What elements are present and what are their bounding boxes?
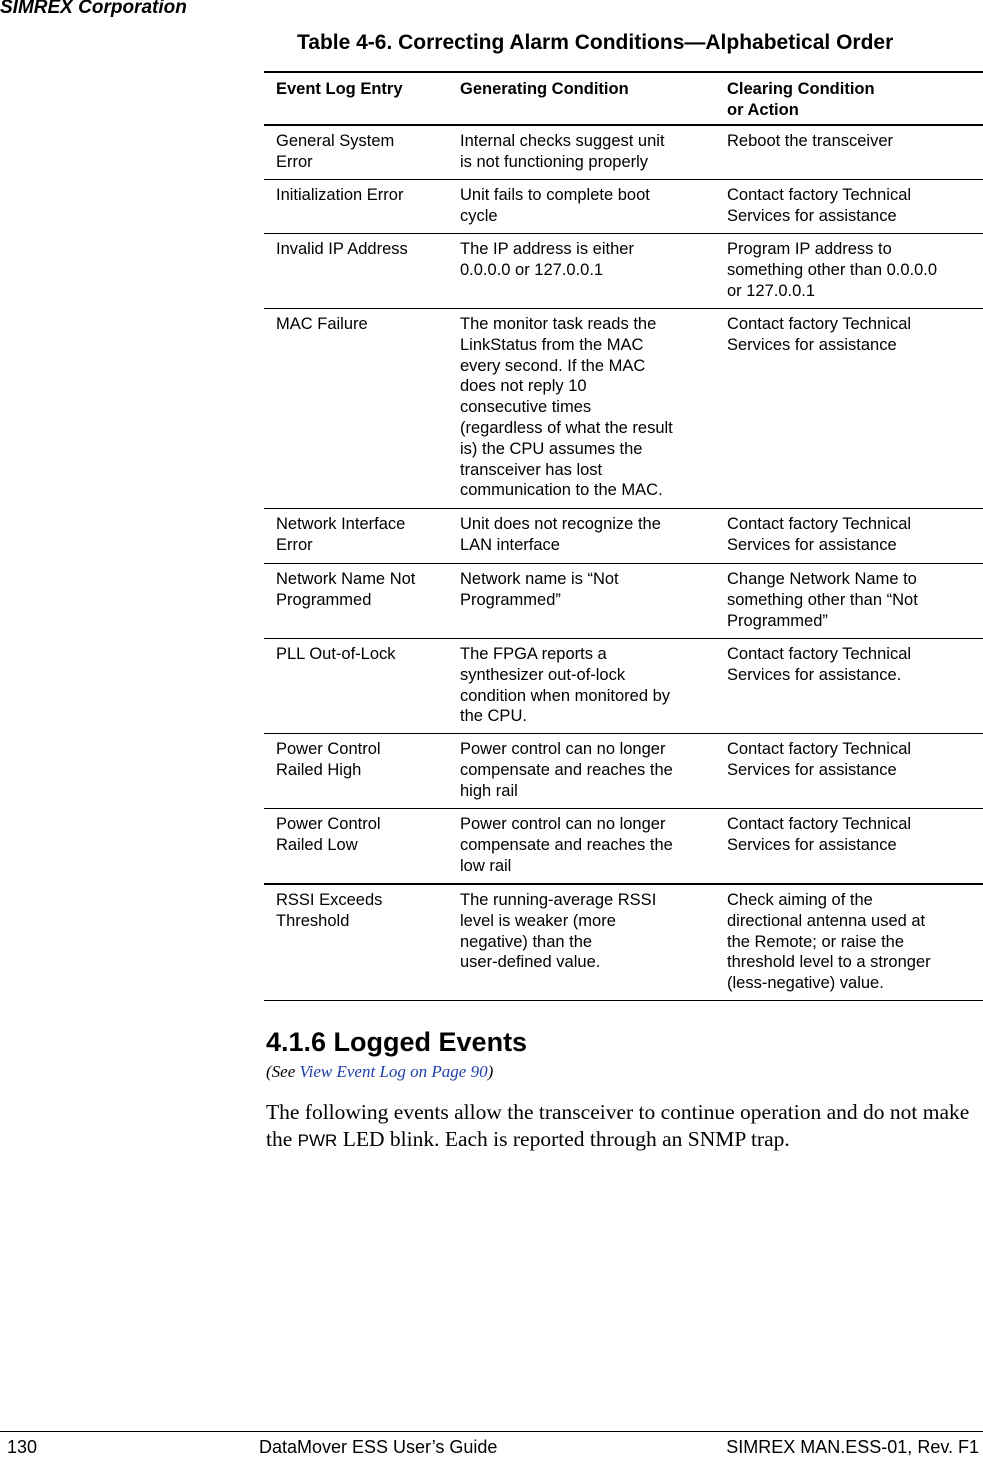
cell-clearing: Contact factory Technical Services for assistance: [727, 186, 912, 225]
company-header: SIMREX Corporation: [0, 0, 187, 18]
cross-reference: [266, 1062, 493, 1082]
cell-event: General System Error: [276, 132, 395, 171]
cell-generating: Unit does not recognize the LAN interface: [460, 515, 661, 554]
body-paragraph: [266, 1099, 978, 1154]
cell-clearing: Contact factory Technical Services for assistance: [727, 815, 912, 854]
footer-divider: [0, 1431, 983, 1432]
cell-clearing: Check aiming of the directional antenna used at the Remote; or raise the threshold level to a stronger (less-negative) value.: [727, 891, 931, 993]
table-title: Table 4-6. Correcting Alarm Conditions—Alphabetical Order: [297, 31, 894, 54]
cell-generating: The FPGA reports a synthesizer out-of-lock condition when monitored by the CPU.: [460, 645, 671, 726]
body-text-part1: The following events allow the transceiver to continue operation and do not make the: [266, 1100, 970, 1151]
column-header-event-log-entry: Event Log Entry: [276, 80, 403, 98]
cell-generating: The IP address is either 0.0.0.0 or 127.0.0.1: [460, 240, 634, 279]
cell-clearing: Reboot the transceiver: [727, 132, 894, 150]
cell-clearing: Program IP address to something other than 0.0.0.0 or 127.0.0.1: [727, 240, 938, 300]
column-header-generating-condition: Generating Condition: [460, 80, 629, 98]
document-id: SIMREX MAN.ESS-01, Rev. F1: [726, 1437, 979, 1457]
table-row: [264, 809, 983, 885]
cell-generating: Network name is “Not Programmed”: [460, 570, 619, 609]
cell-generating: The monitor task reads the LinkStatus from the MAC every second. If the MAC does not reply 10 consecutive times (regardless of what the result is) the CPU assumes the transceiver has lost communication to the MAC.: [460, 315, 673, 500]
table-row: [264, 734, 983, 809]
table-row: [264, 885, 983, 1001]
table-row: [264, 564, 983, 639]
cell-event: Power Control Railed Low: [276, 815, 381, 854]
body-text-part2: LED blink. Each is reported through an SNMP trap.: [337, 1127, 790, 1151]
cell-event: RSSI Exceeds Threshold: [276, 891, 383, 930]
cell-generating: Power control can no longer compensate and reaches the high rail: [460, 740, 673, 800]
alarm-conditions-table: [264, 71, 983, 1001]
see-prefix: (See: [266, 1062, 300, 1081]
cell-clearing: Contact factory Technical Services for assistance.: [727, 645, 912, 684]
pwr-led-label: PWR: [297, 1131, 338, 1150]
cell-clearing: Contact factory Technical Services for assistance: [727, 315, 912, 354]
cell-event: Network Interface Error: [276, 515, 406, 554]
cell-clearing: Contact factory Technical Services for assistance: [727, 515, 912, 554]
table-row: [264, 126, 983, 180]
cell-clearing: Contact factory Technical Services for assistance: [727, 740, 912, 779]
column-header-clearing-condition: Clearing Condition or Action: [727, 80, 875, 119]
cell-event: Power Control Railed High: [276, 740, 381, 779]
table-row: [264, 509, 983, 564]
cell-generating: Unit fails to complete boot cycle: [460, 186, 650, 225]
cell-event: PLL Out-of-Lock: [276, 645, 396, 663]
cell-generating: Internal checks suggest unit is not functioning properly: [460, 132, 665, 171]
cell-event: Invalid IP Address: [276, 240, 408, 258]
table-row: [264, 234, 983, 309]
cell-generating: Power control can no longer compensate and reaches the low rail: [460, 815, 673, 875]
cell-event: Network Name Not Programmed: [276, 570, 416, 609]
view-event-log-link[interactable]: View Event Log on Page 90: [299, 1062, 488, 1081]
table-row: [264, 309, 983, 509]
cell-clearing: Change Network Name to something other than “Not Programmed”: [727, 570, 918, 630]
see-suffix: ): [487, 1062, 494, 1081]
cell-generating: The running-average RSSI level is weaker (more negative) than the user-defined value.: [460, 891, 657, 972]
section-heading: 4.1.6 Logged Events: [266, 1027, 528, 1057]
table-header-row: [264, 71, 983, 126]
cell-event: Initialization Error: [276, 186, 404, 204]
cell-event: MAC Failure: [276, 315, 368, 333]
guide-title: DataMover ESS User’s Guide: [259, 1437, 498, 1457]
table-row: [264, 639, 983, 734]
page-number: 130: [7, 1437, 38, 1457]
table-row: [264, 180, 983, 234]
